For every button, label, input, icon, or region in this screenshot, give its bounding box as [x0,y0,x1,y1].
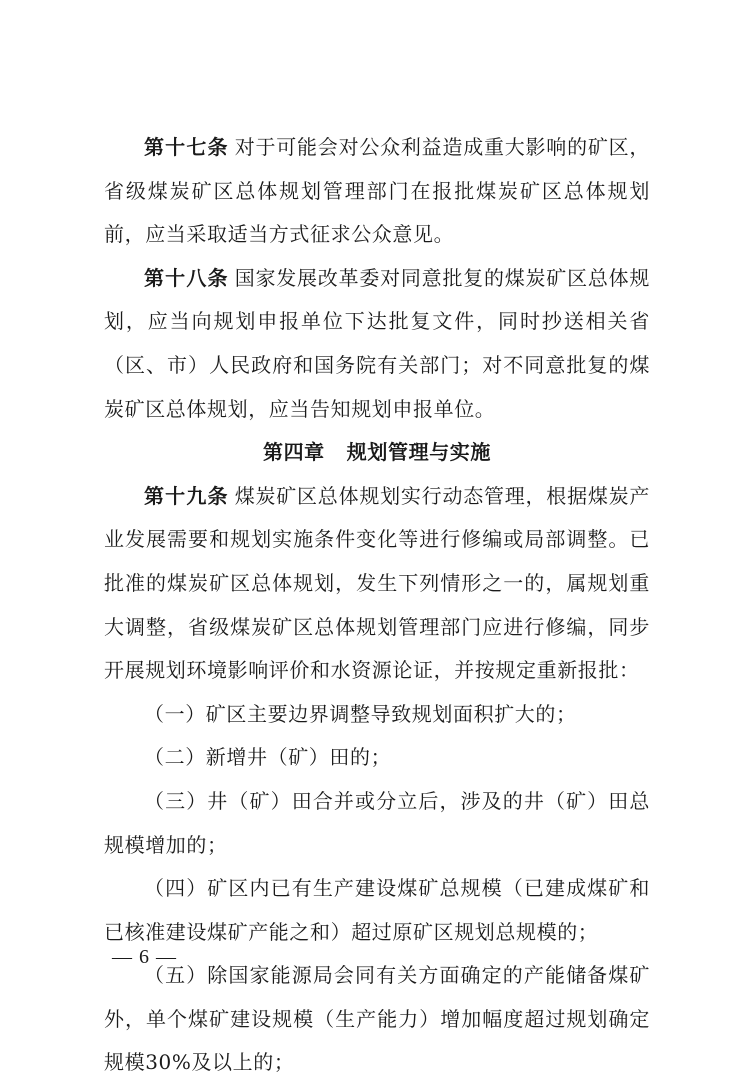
chapter-heading [104,431,650,475]
article-number: 第十七条 [144,135,229,159]
article-number: 第十九条 [144,483,229,508]
list-item: （二）新增井（矿）田的； [144,745,392,770]
list-item: （三）井（矿）田合并或分立后，涉及的井（矿）田总规模增加的； [104,788,650,857]
article-text: 国家发展改革委对同意批复的煤炭矿区总体规划，应当向规划申报单位下达批复文件，同时抄送相关省（区、市）人民政府和国务院有关部门；对不同意批复的煤炭矿区总体规划，应当告知规划申报单位。 [104,265,651,421]
article-19 [104,475,650,693]
list-item: （一）矿区主要边界调整导致规划面积扩大的； [144,701,577,726]
list-item: （五）除国家能源局会同有关方面确定的产能储备煤矿外，单个煤矿建设规模（生产能力）增加幅度超过规划确定规模30%及以上的； [104,963,650,1075]
article-18 [104,257,650,431]
page-number: — 6 — [112,946,177,968]
chapter-title: 规划管理与实施 [346,440,491,465]
article-text: 对于可能会对公众利益造成重大影响的矿区，省级煤炭矿区总体规划管理部门在报批煤炭矿区总体规划前，应当采取适当方式征求公众意见。 [104,135,651,247]
article-text: 煤炭矿区总体规划实行动态管理，根据煤炭产业发展需要和规划实施条件变化等进行修编或局部调整。已批准的煤炭矿区总体规划，发生下列情形之一的，属规划重大调整，省级煤炭矿区总体规划管理部门应进行修编，同步开展规划环境影响评价和水资源论证，并按规定重新报批： [104,483,651,683]
document-body [104,126,650,1085]
article-number: 第十八条 [144,265,229,290]
article-17 [104,126,650,257]
chapter-number: 第四章 [262,440,325,465]
list-item: （四）矿区内已有生产建设煤矿总规模（已建成煤矿和已核准建设煤矿产能之和）超过原矿区规划总规模的； [104,876,650,944]
